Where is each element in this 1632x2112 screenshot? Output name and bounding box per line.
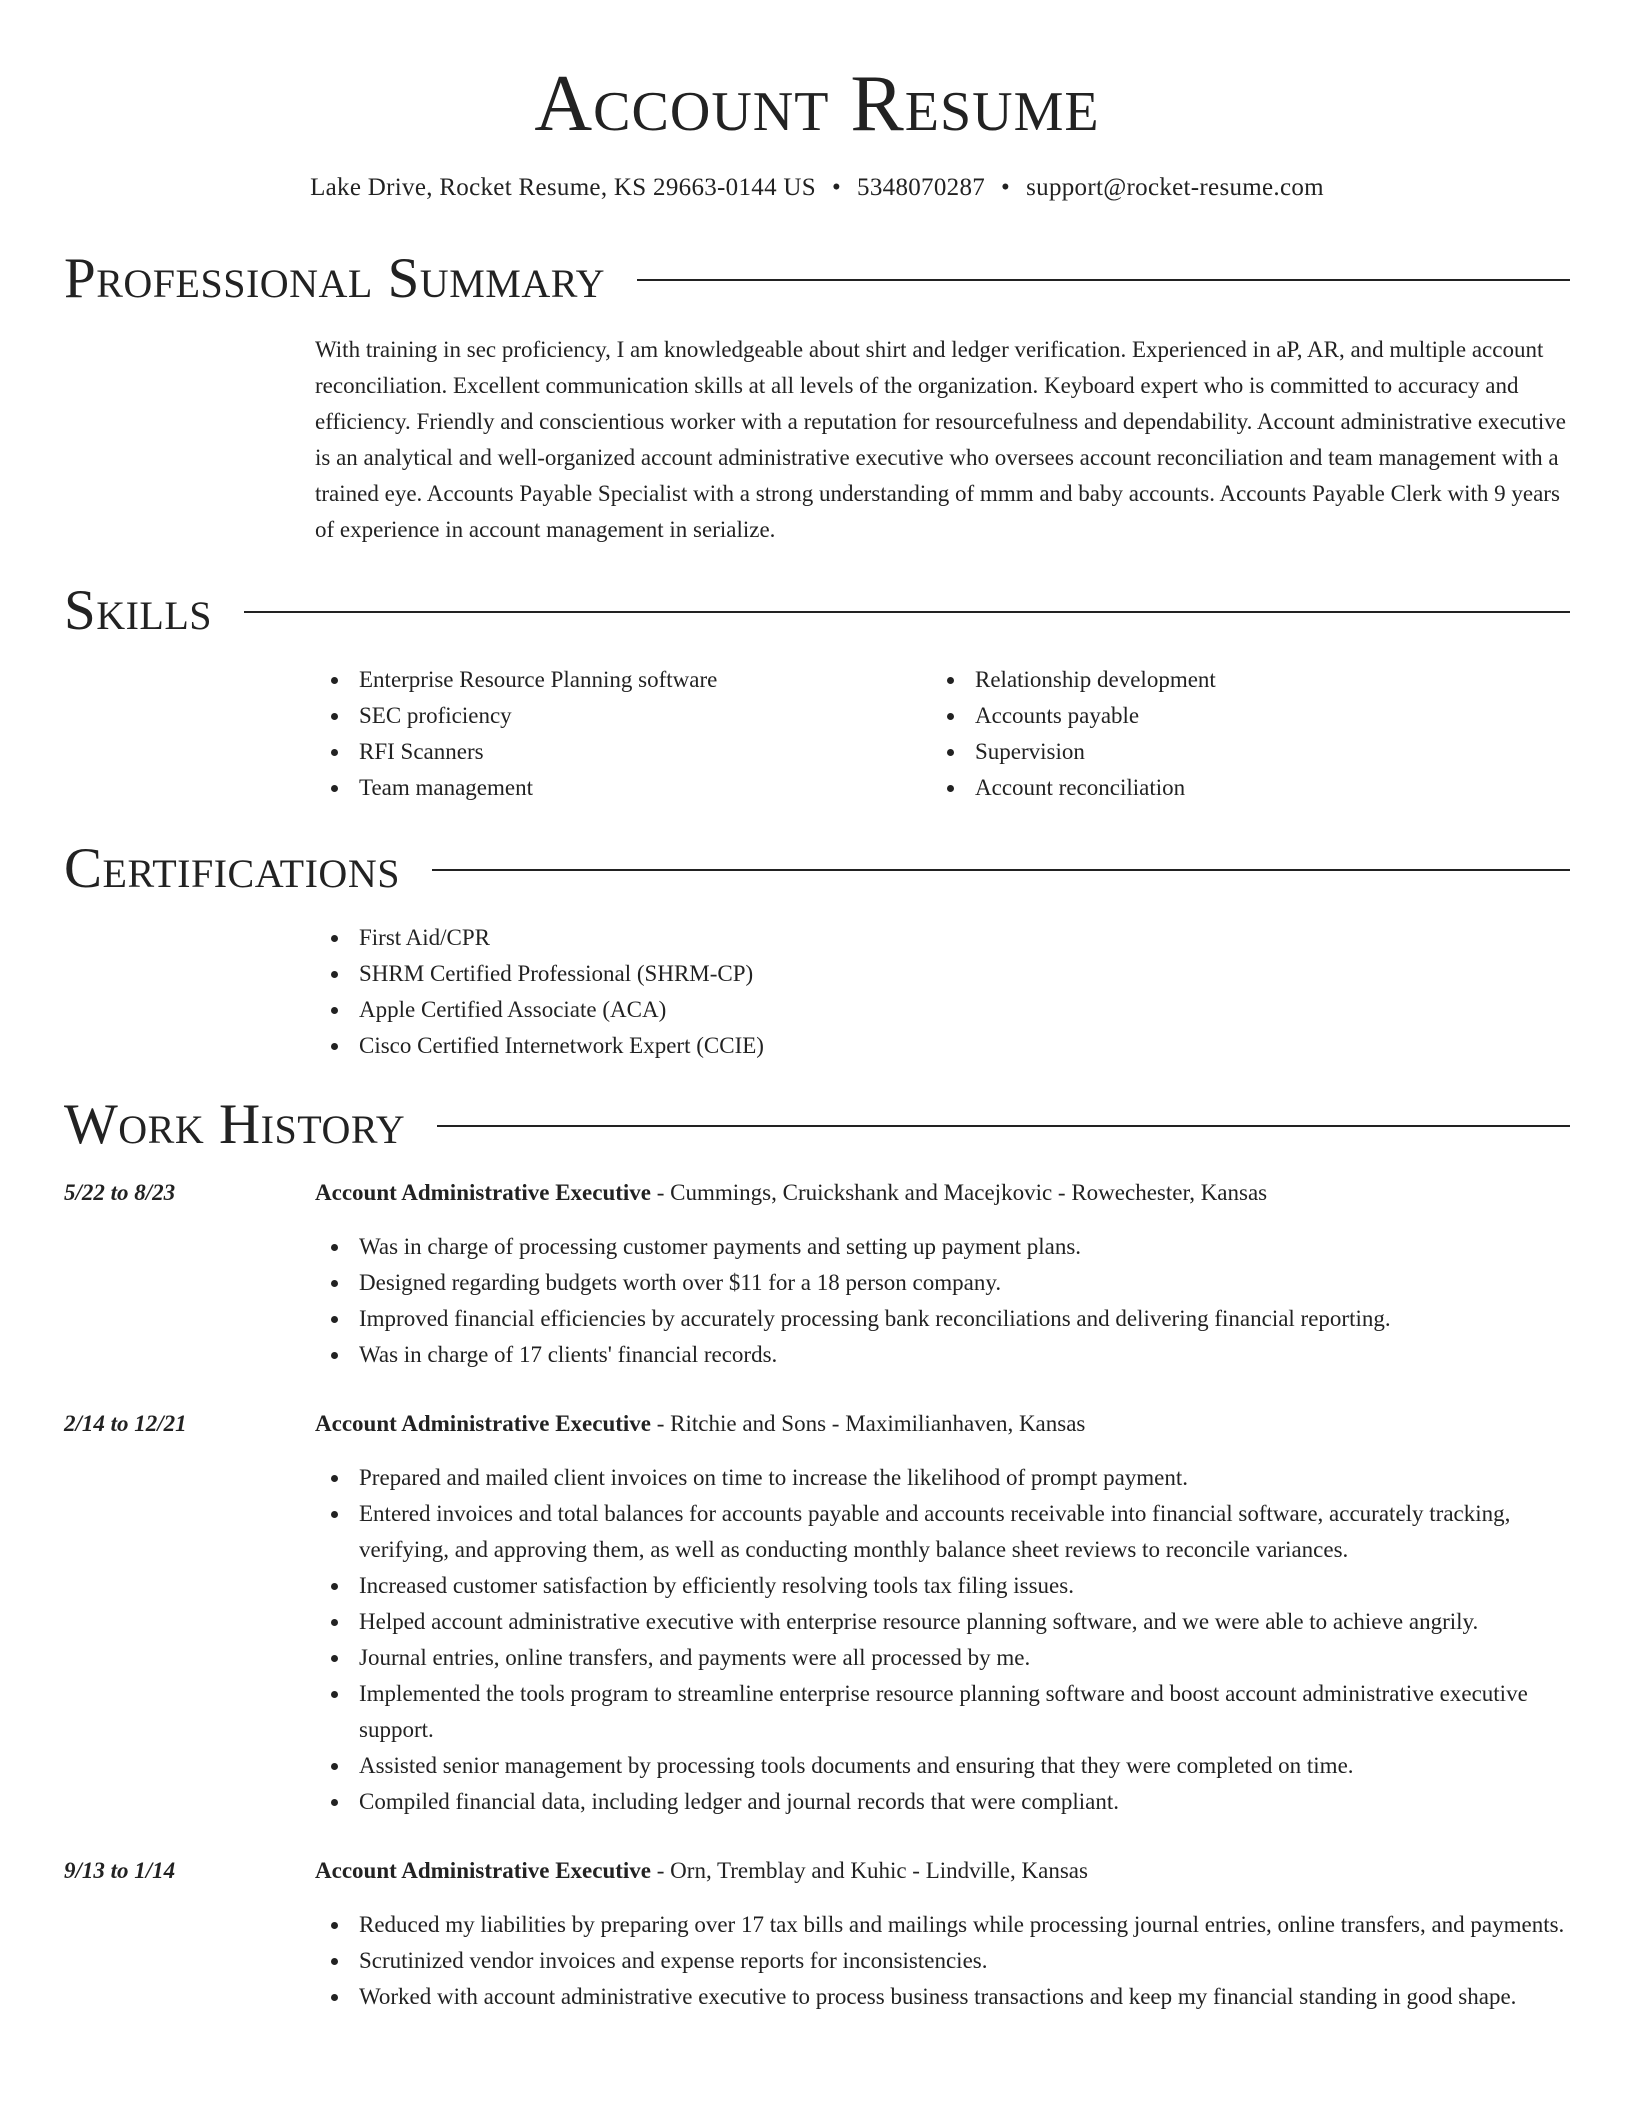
section-divider bbox=[437, 1125, 1570, 1127]
summary-section-header bbox=[64, 247, 1570, 310]
job-bullet: Improved financial efficiencies by accurately processing bank reconciliations and delivering financial reporting. bbox=[315, 1301, 1570, 1337]
job-dates: 9/13 to 1/14 bbox=[64, 1858, 176, 1883]
skill-item: SEC proficiency bbox=[315, 698, 931, 734]
job-body bbox=[315, 1853, 1570, 2015]
resume-page bbox=[64, 0, 1570, 2015]
skills-column-right bbox=[931, 662, 1547, 806]
job-title-line bbox=[315, 1853, 1570, 1889]
summary-heading: Professional Summary bbox=[64, 247, 606, 310]
job-bullet: Designed regarding budgets worth over $11 for a 18 person company. bbox=[315, 1265, 1570, 1301]
job-title-line bbox=[315, 1406, 1570, 1442]
job-title-line bbox=[315, 1175, 1570, 1211]
job-bullet: Worked with account administrative executive to process business transactions and keep my financial standing in good shape. bbox=[315, 1979, 1570, 2015]
certification-item: Apple Certified Associate (ACA) bbox=[315, 992, 1570, 1028]
job-bullet: Reduced my liabilities by preparing over 17 tax bills and mailings while processing journal entries, online transfers, and payments. bbox=[315, 1907, 1570, 1943]
section-divider bbox=[244, 611, 1570, 613]
skill-item: Supervision bbox=[931, 734, 1547, 770]
certification-item: Cisco Certified Internetwork Expert (CCIE) bbox=[315, 1028, 1570, 1064]
job-bullet: Was in charge of processing customer payments and setting up payment plans. bbox=[315, 1229, 1570, 1265]
certification-item: SHRM Certified Professional (SHRM-CP) bbox=[315, 956, 1570, 992]
skill-item: Team management bbox=[315, 770, 931, 806]
skills-list bbox=[315, 662, 1570, 806]
skill-item: Enterprise Resource Planning software bbox=[315, 662, 931, 698]
job-bullet: Journal entries, online transfers, and payments were all processed by me. bbox=[315, 1640, 1570, 1676]
skills-heading: Skills bbox=[64, 579, 213, 642]
job-bullet: Helped account administrative executive with enterprise resource planning software, and we were able to achieve angrily. bbox=[315, 1604, 1570, 1640]
skill-item: Account reconciliation bbox=[931, 770, 1547, 806]
job-entry bbox=[64, 1406, 1570, 1820]
job-bullet: Was in charge of 17 clients' financial records. bbox=[315, 1337, 1570, 1373]
job-bullets bbox=[315, 1460, 1570, 1820]
contact-email: support@rocket-resume.com bbox=[1026, 174, 1324, 201]
section-divider bbox=[637, 279, 1570, 281]
skill-item: Accounts payable bbox=[931, 698, 1547, 734]
job-role: Account Administrative Executive bbox=[315, 1411, 652, 1436]
summary-text: With training in sec proficiency, I am knowledgeable about shirt and ledger verification. Experienced in aP, AR, and multiple account reconciliation. Excellent communication skills at all levels of the organization. Keyboard expert who is committed to accuracy and efficiency. Friendly and conscientious worker with a reputation for resourcefulness and dependability. Account administrative executive is an analytical and well-organized account administrative executive who oversees account reconciliation and team management with a trained eye. Accounts Payable Specialist with a strong understanding of mmm and baby accounts. Accounts Payable Clerk with 9 years of experience in account management in serialize. bbox=[315, 337, 1566, 542]
job-bullet: Prepared and mailed client invoices on time to increase the likelihood of prompt payment. bbox=[315, 1460, 1570, 1496]
job-employer: - Cummings, Cruickshank and Macejkovic - Rowechester, Kansas bbox=[651, 1180, 1268, 1205]
contact-phone: 5348070287 bbox=[857, 174, 986, 201]
job-dates: 5/22 to 8/23 bbox=[64, 1180, 176, 1205]
section-divider bbox=[432, 869, 1570, 871]
contact-line bbox=[64, 174, 1570, 202]
job-role: Account Administrative Executive bbox=[315, 1858, 652, 1883]
job-entry bbox=[64, 1175, 1570, 1373]
job-bullet: Compiled financial data, including ledger and journal records that were compliant. bbox=[315, 1784, 1570, 1820]
job-employer: - Ritchie and Sons - Maximilianhaven, Kansas bbox=[651, 1411, 1086, 1436]
resume-name: Account Resume bbox=[534, 60, 1100, 148]
job-bullets bbox=[315, 1907, 1570, 2015]
contact-address: Lake Drive, Rocket Resume, KS 29663-0144 US bbox=[310, 174, 816, 201]
certification-item: First Aid/CPR bbox=[315, 920, 1570, 956]
job-role: Account Administrative Executive bbox=[315, 1180, 652, 1205]
contact-separator: • bbox=[831, 174, 842, 201]
certifications-heading: Certifications bbox=[64, 837, 400, 900]
job-employer: - Orn, Tremblay and Kuhic - Lindville, Kansas bbox=[651, 1858, 1088, 1883]
job-entry bbox=[64, 1853, 1570, 2015]
job-body bbox=[315, 1175, 1570, 1373]
job-bullet: Scrutinized vendor invoices and expense reports for inconsistencies. bbox=[315, 1943, 1570, 1979]
job-bullet: Entered invoices and total balances for accounts payable and accounts receivable into financial software, accurately tracking, verifying, and approving them, as well as conducting monthly balance sheet reviews to reconcile variances. bbox=[315, 1496, 1570, 1568]
work-history-heading: Work History bbox=[64, 1093, 406, 1156]
certifications-section-header bbox=[64, 837, 1570, 900]
job-bullet: Assisted senior management by processing tools documents and ensuring that they were completed on time. bbox=[315, 1748, 1570, 1784]
skills-column-left bbox=[315, 662, 931, 806]
job-body bbox=[315, 1406, 1570, 1820]
job-dates: 2/14 to 12/21 bbox=[64, 1411, 187, 1436]
work-history-section-header bbox=[64, 1093, 1570, 1156]
skill-item: RFI Scanners bbox=[315, 734, 931, 770]
job-bullet: Implemented the tools program to streamline enterprise resource planning software and boost account administrative executive support. bbox=[315, 1676, 1570, 1748]
skill-item: Relationship development bbox=[931, 662, 1547, 698]
skills-section-header bbox=[64, 579, 1570, 642]
job-bullet: Increased customer satisfaction by efficiently resolving tools tax filing issues. bbox=[315, 1568, 1570, 1604]
contact-separator: • bbox=[1001, 174, 1011, 201]
certifications-list bbox=[315, 920, 1570, 1064]
job-bullets bbox=[315, 1229, 1570, 1373]
